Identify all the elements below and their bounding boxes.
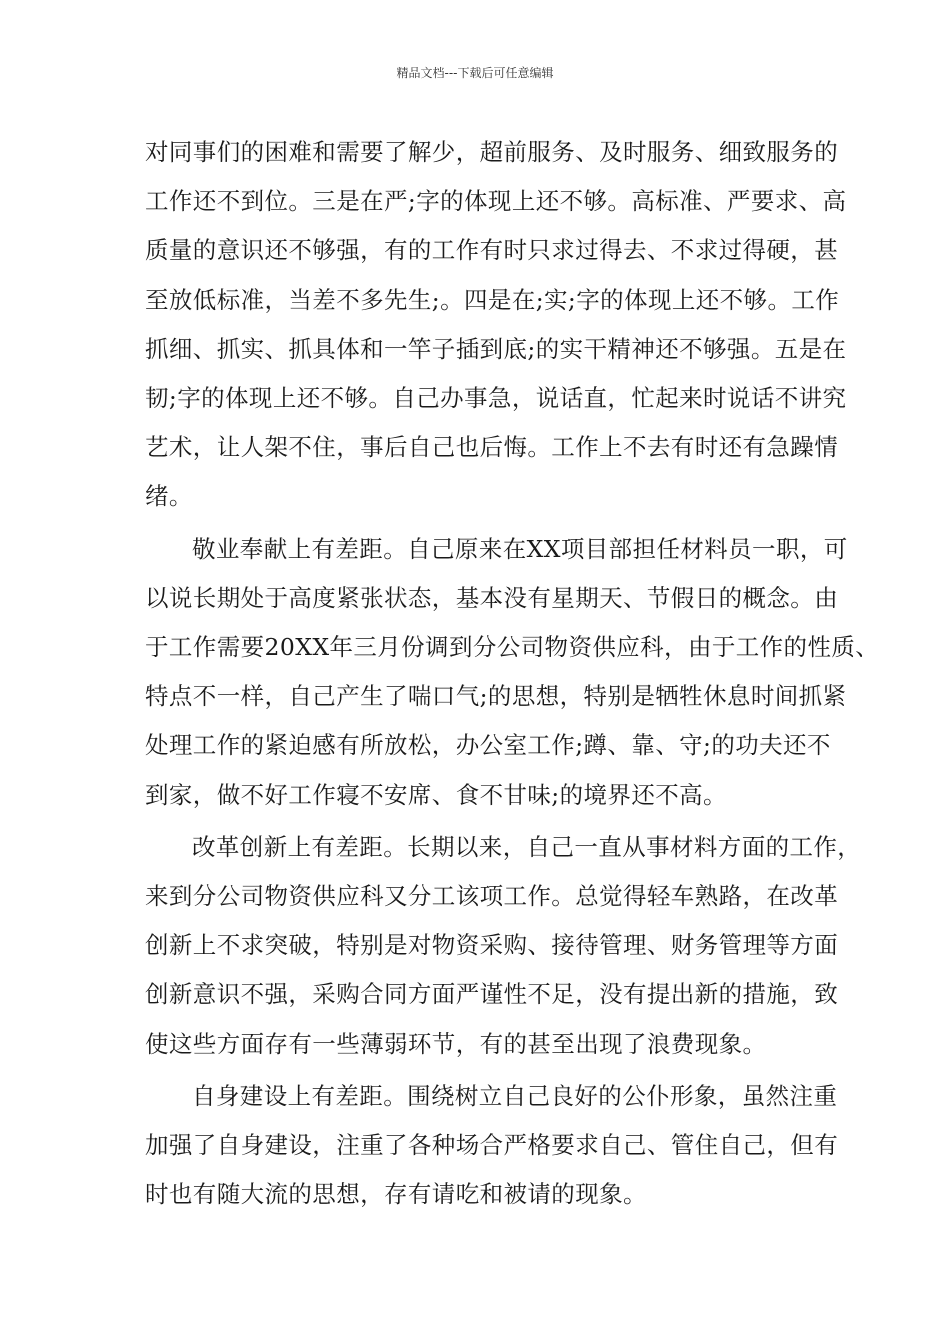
text-line: 工作还不到位。三是在严;字的体现上还不够。高标准、严要求、高 xyxy=(145,187,847,216)
text-line: 质量的意识还不够强，有的工作有时只求过得去、不求过得硬，甚 xyxy=(145,236,839,265)
text-line: 来到分公司物资供应科又分工该项工作。总觉得轻车熟路，在改革 xyxy=(145,882,839,911)
page-header: 精品文档---下载后可任意编辑 xyxy=(396,66,554,80)
text-line: 艺术，让人架不住，事后自己也后悔。工作上不去有时还有急躁情 xyxy=(145,433,839,462)
text-line: 特点不一样，自己产生了喘口气;的思想，特别是牺牲休息时间抓紧 xyxy=(145,682,847,711)
paragraph-innovation xyxy=(145,823,862,1069)
text-line: 自身建设上有差距。围绕树立自己良好的公仆形象，虽然注重 xyxy=(192,1081,838,1110)
text-line: 时也有随大流的思想，存有请吃和被请的现象。 xyxy=(145,1180,647,1209)
paragraph-dedication xyxy=(145,525,880,820)
text-line: 到家，做不好工作寝不安席、食不甘味;的境界还不高。 xyxy=(145,780,727,809)
text-line: 处理工作的紧迫感有所放松，办公室工作;蹲、靠、守;的功夫还不 xyxy=(145,731,831,760)
text-line: 韧;字的体现上还不够。自己办事急，说话直，忙起来时说话不讲究 xyxy=(145,384,847,413)
text-line: 改革创新上有差距。长期以来，自己一直从事材料方面的工作， xyxy=(192,832,862,861)
text-line: 以说长期处于高度紧张状态，基本没有星期天、节假日的概念。由 xyxy=(145,583,839,612)
text-line: 敬业奉献上有差距。自己原来在XX项目部担任材料员一职，可 xyxy=(192,534,848,563)
text-line: 对同事们的困难和需要了解少，超前服务、及时服务、细致服务的 xyxy=(145,138,839,166)
paragraph-self-building xyxy=(145,1072,839,1220)
text-line: 绪。 xyxy=(145,482,193,511)
text-line: 创新上不求突破，特别是对物资采购、接待管理、财务管理等方面 xyxy=(145,931,839,960)
paragraph-1 xyxy=(145,128,847,522)
text-line: 加强了自身建设，注重了各种场合严格要求自己、管住自己，但有 xyxy=(145,1131,839,1160)
text-line: 使这些方面存有一些薄弱环节，有的甚至出现了浪费现象。 xyxy=(145,1029,767,1058)
document-body xyxy=(145,128,880,1219)
text-line: 于工作需要20XX年三月份调到分公司物资供应科，由于工作的性质、 xyxy=(145,633,880,662)
text-line: 抓细、抓实、抓具体和一竿子插到底;的实干精神还不够强。五是在 xyxy=(145,334,847,363)
text-line: 至放低标准，当差不多先生;。四是在;实;字的体现上还不够。工作 xyxy=(145,285,840,314)
text-line: 创新意识不强，采购合同方面严谨性不足，没有提出新的措施，致 xyxy=(145,980,839,1009)
